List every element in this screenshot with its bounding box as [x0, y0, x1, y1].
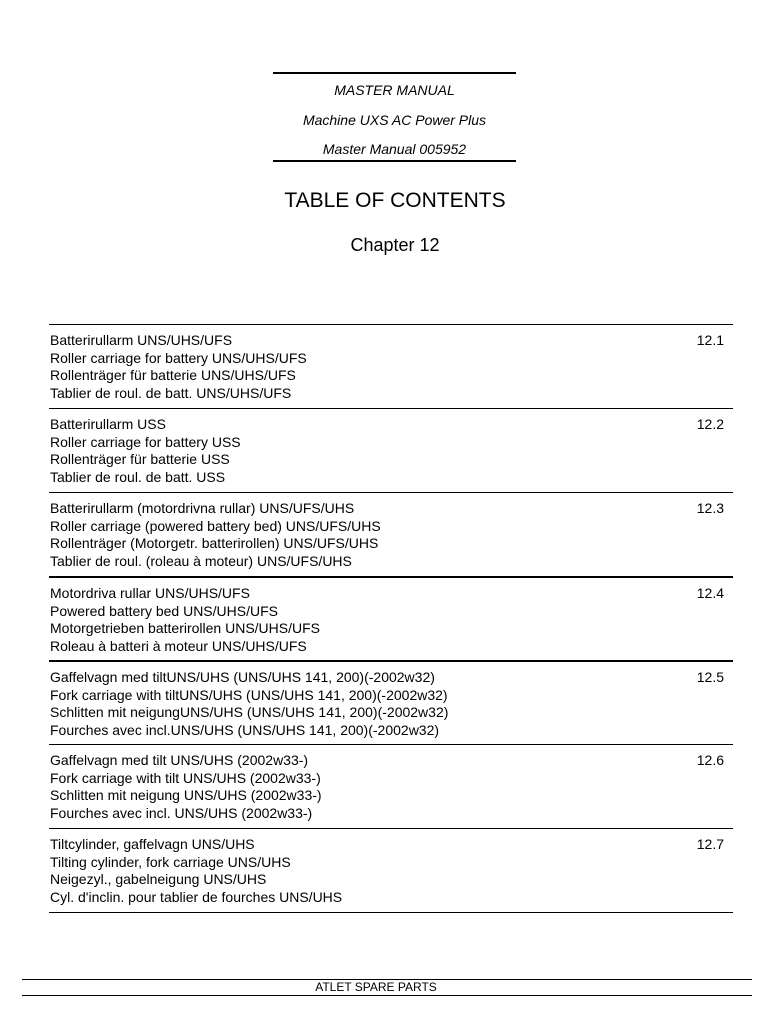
toc-entry-title-de: Neigezyl., gabelneigung UNS/UHS: [50, 871, 267, 888]
toc-entry-section-number: 12.7: [696, 836, 724, 852]
toc-entry-title-fr: Tablier de roul. de batt. UNS/UHS/UFS: [50, 384, 292, 401]
toc-entry[interactable]: [49, 660, 733, 744]
toc-entry[interactable]: [49, 408, 733, 492]
toc-entry-title-en: Roller carriage (powered battery bed) UNS/UFS/UHS: [50, 517, 381, 534]
toc-entry-titles: [50, 416, 241, 486]
toc-entry-title-de: Motorgetrieben batterirollen UNS/UHS/UFS: [50, 620, 320, 637]
manual-header: [273, 72, 516, 162]
toc-entry-title-en: Tilting cylinder, fork carriage UNS/UHS: [50, 853, 291, 870]
toc-entry-title-en: Fork carriage with tilt UNS/UHS (2002w33-): [50, 769, 321, 786]
toc-entry-titles: [50, 836, 342, 906]
toc-entry-titles: [50, 669, 448, 739]
page-title: TABLE OF CONTENTS: [284, 189, 506, 212]
chapter-title: Chapter 12: [350, 235, 440, 255]
header-manual-number: Master Manual 005952: [322, 141, 467, 157]
page-footer: ATLET SPARE PARTS: [315, 980, 437, 994]
toc-entry-title-de: Rollenträger für batterie UNS/UHS/UFS: [50, 367, 296, 384]
toc-entry-title-sv: Batterirullarm UNS/UHS/UFS: [50, 332, 233, 348]
toc-entry-section-number: 12.6: [696, 752, 724, 768]
toc-entry-title-sv: Batterirullarm USS: [50, 416, 166, 432]
toc-entry-title-fr: Roleau à batteri à moteur UNS/UHS/UFS: [50, 637, 307, 654]
toc-entry-title-de: Schlitten mit neigung UNS/UHS (2002w33-): [50, 787, 322, 804]
toc-entry[interactable]: [49, 324, 733, 408]
toc-entry[interactable]: [49, 828, 733, 913]
header-machine-name: Machine UXS AC Power Plus: [302, 112, 487, 128]
footer-divider-bottom: [22, 995, 752, 996]
toc-entry-title-sv: Gaffelvagn med tiltUNS/UHS (UNS/UHS 141, 200)(-2002w32): [50, 669, 435, 685]
toc-entry-title-de: Schlitten mit neigungUNS/UHS (UNS/UHS 141, 200)(-2002w32): [50, 704, 449, 721]
toc-entry[interactable]: [49, 576, 733, 660]
toc-entry-titles: [50, 332, 307, 402]
toc-entry-title-de: Rollenträger für batterie USS: [50, 451, 230, 468]
toc-entry-title-de: Rollenträger (Motorgetr. batterirollen) UNS/UFS/UHS: [50, 535, 379, 552]
toc-entry-section-number: 12.5: [696, 669, 724, 685]
toc-entry-section-number: 12.4: [696, 585, 724, 601]
toc-entry-titles: [50, 752, 322, 822]
toc-entry-title-sv: Motordriva rullar UNS/UHS/UFS: [50, 585, 250, 601]
toc-entry[interactable]: [49, 492, 733, 576]
toc-entry-title-fr: Fourches avec incl.UNS/UHS (UNS/UHS 141, 200)(-2002w32): [50, 721, 440, 738]
toc-entry-section-number: 12.2: [696, 416, 724, 432]
toc-entry-titles: [50, 585, 320, 655]
toc-entry-section-number: 12.1: [696, 332, 724, 348]
toc-entry[interactable]: [49, 744, 733, 828]
header-manual-type: MASTER MANUAL: [334, 82, 455, 98]
toc-entry-title-fr: Tablier de roul. (roleau à moteur) UNS/UFS/UHS: [50, 552, 352, 569]
toc-entry-title-fr: Cyl. d'inclin. pour tablier de fourches UNS/UHS: [50, 888, 343, 905]
toc-entry-titles: [50, 500, 381, 570]
toc-entry-title-sv: Tiltcylinder, gaffelvagn UNS/UHS: [50, 836, 255, 852]
toc-entry-title-en: Roller carriage for battery UNS/UHS/UFS: [50, 349, 307, 366]
toc-entry-title-sv: Batterirullarm (motordrivna rullar) UNS/UFS/UHS: [50, 500, 355, 516]
toc-entry-title-fr: Tablier de roul. de batt. USS: [50, 468, 226, 485]
toc-entry-title-en: Roller carriage for battery USS: [50, 433, 241, 450]
toc-entry-title-sv: Gaffelvagn med tilt UNS/UHS (2002w33-): [50, 752, 309, 768]
toc-entry-title-fr: Fourches avec incl. UNS/UHS (2002w33-): [50, 804, 313, 821]
toc-entry-title-en: Fork carriage with tiltUNS/UHS (UNS/UHS 141, 200)(-2002w32): [50, 686, 448, 703]
toc-entry-title-en: Powered battery bed UNS/UHS/UFS: [50, 602, 278, 619]
toc-entry-section-number: 12.3: [696, 500, 724, 516]
toc-list: [49, 324, 733, 913]
